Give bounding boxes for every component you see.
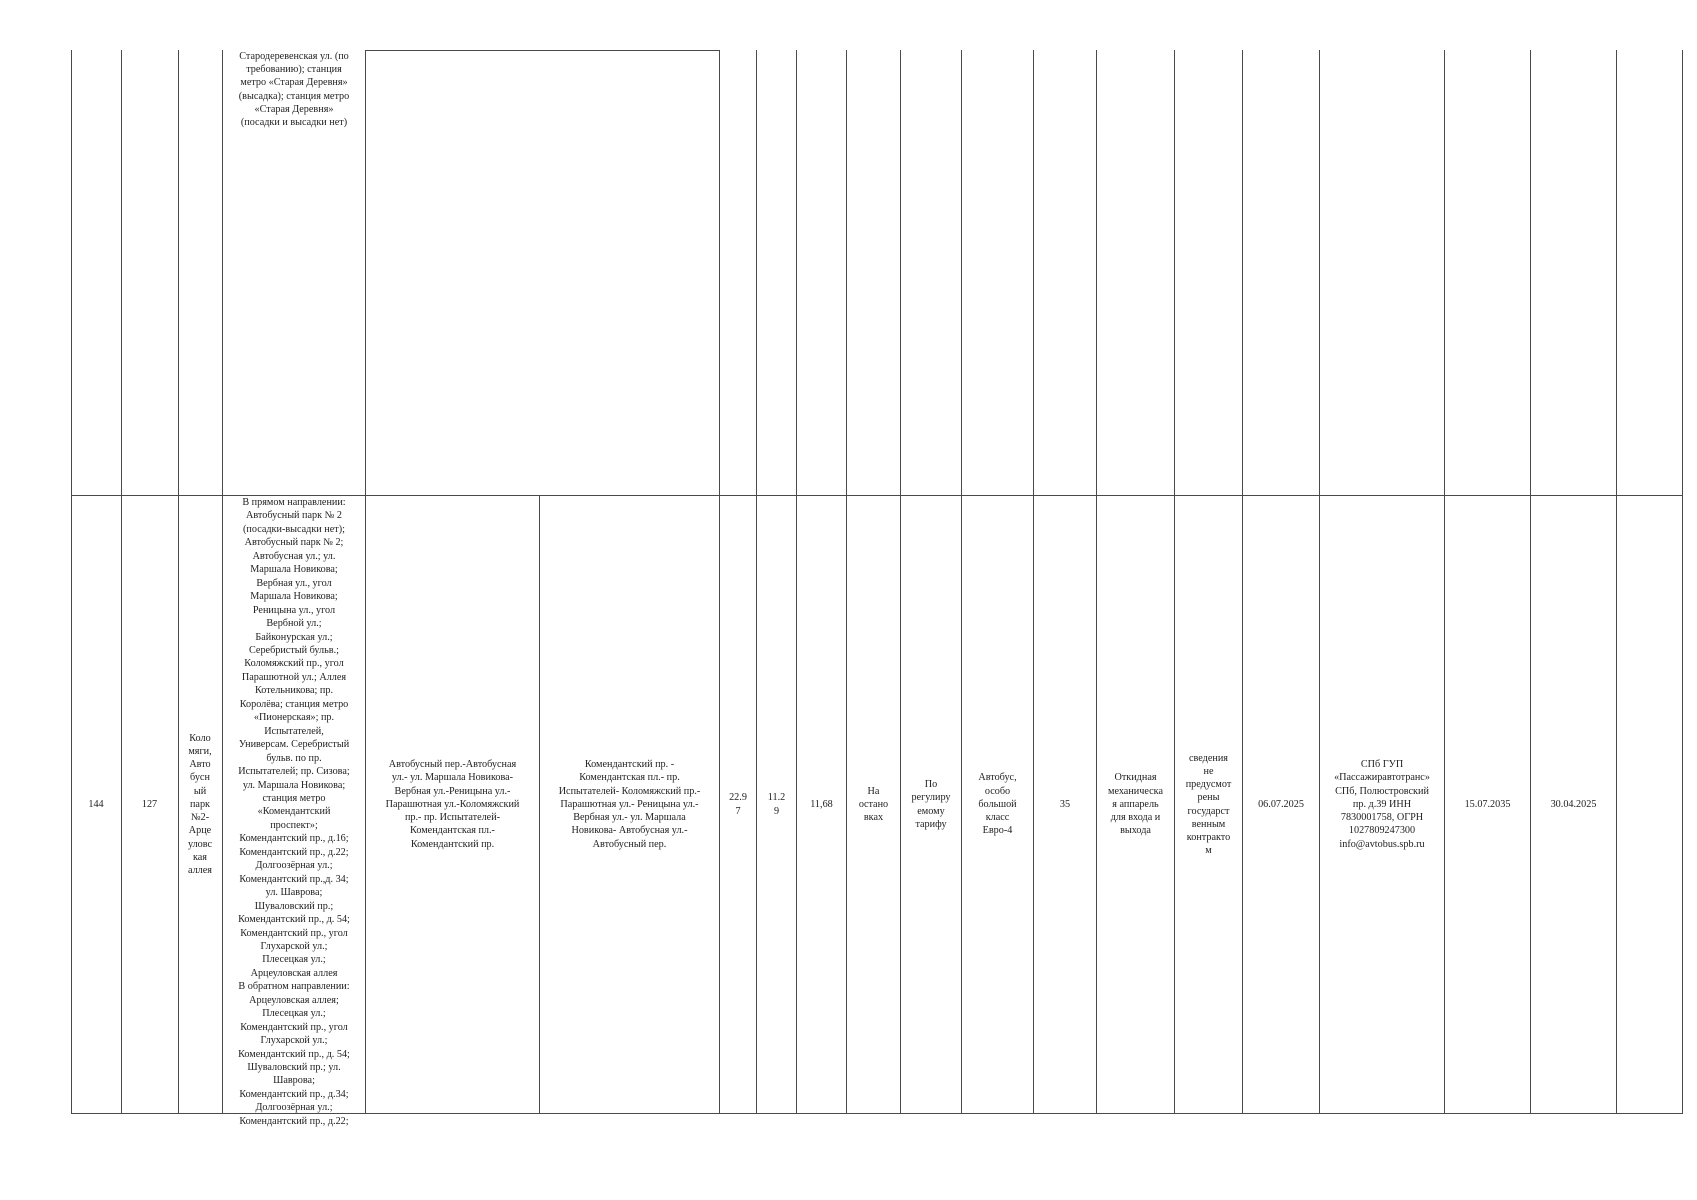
vehicle-class-cell: Автобус, особо большой класс Евро-4 [978,772,1017,837]
max-vehicles-cell: 35 [1059,798,1071,810]
stops-list-cell: В прямом направлении: Автобусный парк № 2 (посадки-высадки нет); Автобусный парк № 2; Автобусная ул.; ул. Маршала Новикова; Вербная ул., угол Маршала Новикова; Реницына ул., угол Вербной ул.; Байконурская ул.; Серебристый бульв.; Коломяжский пр., угол Парашютной ул.; Аллея Котельникова; пр. Королёва; станция метро «Пионерская»; пр. Испытателей, Универсам. Серебристый бульв. по пр. Испытателей; пр. Сизова; ул. Маршала Новикова; станция метро «Комендантский проспект»; Комендантский пр., д.16; Комендантский пр., д.22; Долгоозёрная ул.; Комендантский пр.,д. 34; ул. Шаврова; Шуваловский пр.; Комендантский пр., д. 54; Комендантский пр., угол Глухарской ул.; Плесецкая ул.; Арцеуловская аллея В обратном направлении: Арцеуловская аллея; Плесецкая ул.; Комендантский пр., угол Глухарской ул.; Комендантский пр., д. 54; Шуваловский пр.; ул. Шаврова; Комендантский пр., д.34; Долгоозёрная ул.; Комендантский пр., д.22; [238,497,350,1127]
streets-backward-cell: Комендантский пр. - Комендантская пл.- пр. Испытателей- Коломяжский пр.- Парашютная ул.- Реницына ул.- Вербная ул.- ул. Маршала Новикова- Автобусная ул.- Автобусный пер. [558,759,701,850]
length-backward-cell: 11.2 9 [767,792,786,817]
column-line [1682,50,1683,1114]
streets-forward-cell: Автобусный пер.-Автобусная ул.- ул. Маршала Новикова- Вербная ул.-Реницына ул.- Парашютная ул.-Коломяжский пр.- пр. Испытателей- Комендантская пл.- Комендантский пр. [385,759,520,850]
tariff-cell: По регулиру емому тарифу [911,779,951,830]
registry-number-cell: 144 [88,798,104,810]
length-forward-cell: 22.9 7 [729,792,747,817]
length-total-cell: 11,68 [810,798,833,810]
record-date-cell: 30.04.2025 [1550,798,1597,810]
route-name-cell: Коло мяги, Авто бусн ый парк №2- Арце уловс кая аллея [187,732,213,876]
carrier-cell: СПб ГУП «Пассажиравтотранс» СПб, Полюстровский пр. д.39 ИНН 7830001758, ОГРН 1027809247300 info@avtobus.spb.ru [1334,759,1430,850]
extra-cell [1617,496,1682,1113]
contract-info-cell: сведения не предусмот рены государст венным контракто м [1185,752,1232,857]
equipment-cell: Откидная механическа я аппарель для входа и выхода [1108,772,1163,837]
boarding-order-cell: На oстано вках [858,785,889,824]
route-number-cell: 127 [141,798,158,810]
start-date-cell: 06.07.2025 [1258,798,1304,810]
end-date-cell: 15.07.2035 [1464,798,1511,810]
row-divider-continued-top [366,50,719,51]
continued-stops-cell: Стародеревенская ул. (по требованию); станция метро «Старая Деревня» (высадка); станция метро «Старая Деревня» (посадки и высадки нет) [238,51,350,129]
